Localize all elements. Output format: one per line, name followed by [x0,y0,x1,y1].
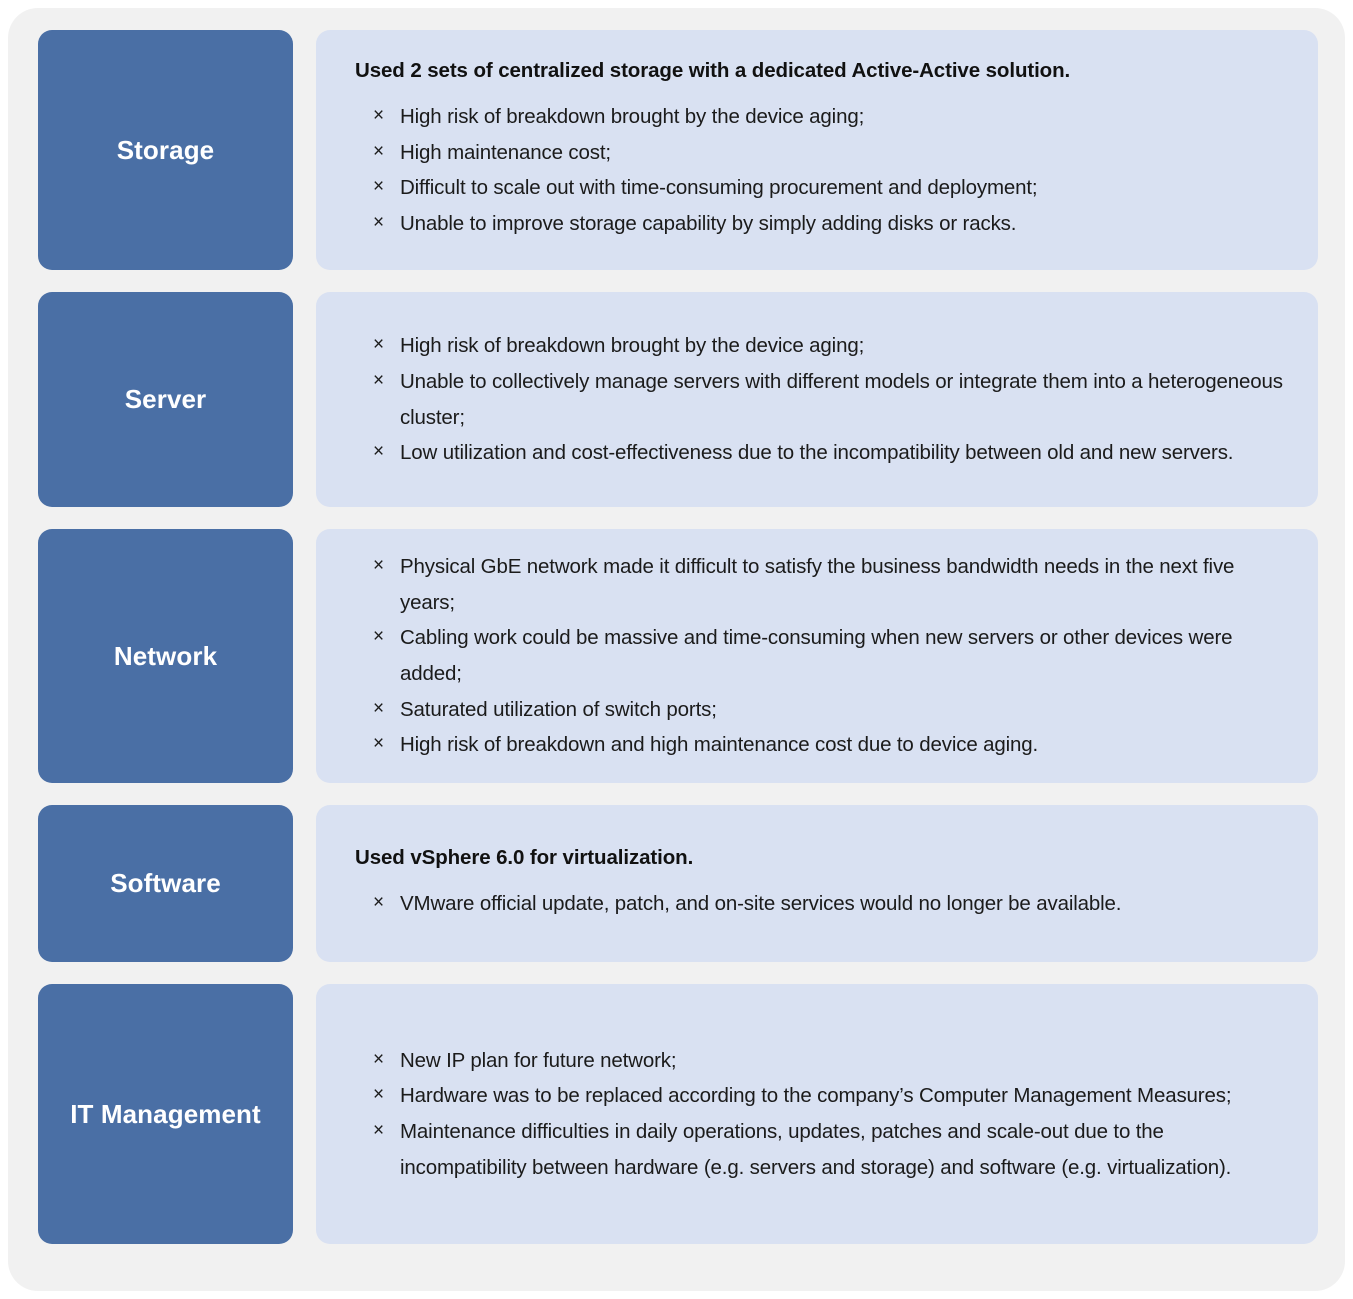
issue-list-item [355,435,1284,471]
issue-list-item-text: High risk of breakdown brought by the device aging; [400,105,865,128]
issue-list-item-text: Unable to improve storage capability by simply adding disks or racks. [400,211,1017,235]
cross-bullet-icon: × [373,1084,384,1106]
section-row-software [38,805,1318,962]
issue-list [355,328,1284,471]
cross-bullet-icon: × [373,626,384,648]
detail-card-software [316,805,1318,962]
category-tile-label: IT Management [70,1098,261,1129]
section-rows [38,30,1318,1269]
detail-card-heading: Used vSphere 6.0 for virtualization. [355,846,694,870]
cross-bullet-icon: × [373,140,384,162]
cross-bullet-icon: × [373,441,384,463]
category-tile-label: Network [113,640,218,671]
category-tile-storage[interactable] [38,30,293,270]
issue-list-item-text: Cabling work could be massive and time-consuming when new servers or other devices were added; [400,626,1233,685]
issue-list [355,549,1284,763]
detail-card-heading: Used 2 sets of centralized storage with a dedicated Active-Active solution. [355,59,1071,83]
issue-list-item-text: Saturated utilization of switch ports; [400,697,717,721]
cross-bullet-icon: × [373,697,384,719]
issue-list-item-text: Difficult to scale out with time-consuming procurement and deployment; [400,176,1038,200]
issue-list-item [355,328,1284,364]
cross-bullet-icon: × [373,1120,384,1141]
issue-list-item [355,692,1284,728]
category-tile-network[interactable] [38,529,293,783]
category-tile-label: Storage [116,134,215,165]
issue-list-item-text: Low utilization and cost-effectiveness due to the incompatibility between old and new servers. [400,441,1234,465]
issue-list-item [355,206,1284,242]
issue-list-item-text: Unable to collectively manage servers with different models or integrate them into a heterogeneous cluster; [400,369,1283,429]
issue-list-item-text: Maintenance difficulties in daily operations, updates, patches and scale-out due to the incompatibility between hardware (e.g. servers and storage) and software (e.g. virtualization). [400,1120,1232,1179]
issue-list-item [355,549,1284,620]
issue-list-item-text: Hardware was to be replaced according to the company’s Computer Management Measures; [400,1084,1232,1108]
cross-bullet-icon: × [373,334,384,356]
detail-card-it-management [316,984,1318,1244]
issue-list-item-text: Physical GbE network made it difficult to satisfy the business bandwidth needs in the next five years; [400,555,1235,614]
issue-list-item [355,99,1284,135]
detail-card-server [316,292,1318,507]
issue-list [355,886,1284,922]
cross-bullet-icon: × [373,369,384,391]
cross-bullet-icon: × [373,105,384,126]
cross-bullet-icon: × [373,891,384,913]
issue-list-item [355,135,1284,171]
cross-bullet-icon: × [373,733,384,755]
detail-card-storage [316,30,1318,270]
section-row-server [38,292,1318,507]
issue-list-item [355,727,1284,763]
category-tile-it-management[interactable] [38,984,293,1244]
issue-list-item [355,1043,1284,1079]
detail-card-network [316,529,1318,783]
issue-list [355,1043,1284,1186]
cross-bullet-icon: × [373,555,384,577]
section-row-network [38,529,1318,783]
issue-list-item [355,1114,1284,1185]
category-tile-software[interactable] [38,805,293,962]
issue-list-item-text: High risk of breakdown brought by the device aging; [400,334,865,358]
issue-list-item [355,1078,1284,1114]
issue-list [355,99,1284,242]
category-tile-server[interactable] [38,292,293,507]
cross-bullet-icon: × [373,1048,384,1070]
issue-list-item [355,170,1284,206]
section-row-it-management [38,984,1318,1244]
issue-list-item [355,620,1284,691]
issue-list-item-text: High maintenance cost; [400,140,611,164]
issue-list-item-text: New IP plan for future network; [400,1048,677,1072]
cross-bullet-icon: × [373,211,384,233]
issue-list-item-text: VMware official update, patch, and on-site services would no longer be available. [400,891,1122,915]
issue-list-item [355,886,1284,922]
section-row-storage [38,30,1318,270]
issue-list-item-text: High risk of breakdown and high maintenance cost due to device aging. [400,733,1039,757]
category-tile-label: Software [110,868,221,899]
category-tile-label: Server [124,384,207,415]
issue-list-item [355,364,1284,435]
cross-bullet-icon: × [373,176,384,198]
infrastructure-assessment-panel [8,8,1345,1291]
